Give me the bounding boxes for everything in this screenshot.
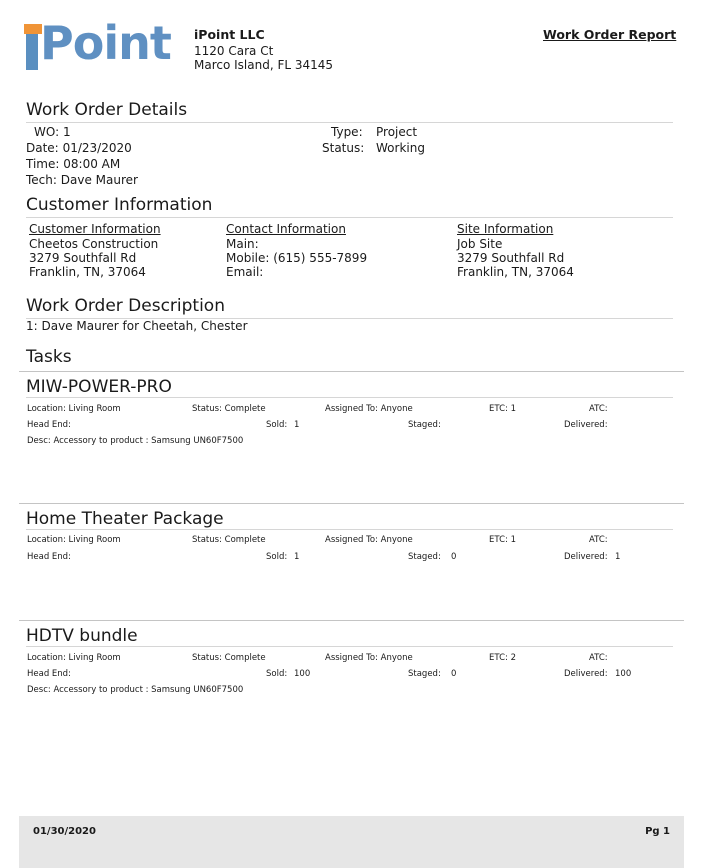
footer-date: 01/30/2020 — [33, 826, 96, 837]
footer-page-number: Pg 1 — [645, 826, 670, 837]
task-head-end: Head End: — [27, 669, 71, 679]
task-location: Location: Living Room — [27, 535, 121, 545]
task-sold-label: Sold: — [266, 420, 288, 430]
task-sold-label: Sold: — [266, 552, 288, 562]
contact-mobile: Mobile: (615) 555-7899 — [226, 251, 368, 265]
customer-info-header: Customer Information — [29, 222, 161, 236]
company-address-line2: Marco Island, FL 34145 — [194, 58, 334, 72]
wo-date: Date: 01/23/2020 — [26, 141, 132, 155]
task-staged-value: 0 — [451, 669, 457, 679]
logo-text: Point — [40, 16, 171, 70]
task-staged-label: Staged: — [408, 420, 441, 430]
contact-email: Email: — [226, 265, 264, 279]
company-address-line1: 1120 Cara Ct — [194, 44, 274, 58]
wo-time: Time: 08:00 AM — [26, 157, 121, 171]
divider — [19, 371, 684, 372]
company-logo — [24, 16, 171, 74]
task-assigned: Assigned To: Anyone — [325, 653, 413, 663]
divider — [19, 503, 684, 504]
task-atc: ATC: — [589, 404, 608, 414]
task-location: Location: Living Room — [27, 404, 121, 414]
wo-status-label: Status: — [322, 141, 365, 155]
customer-information-heading: Customer Information — [26, 195, 213, 215]
task-head-end: Head End: — [27, 552, 71, 562]
task-name: MIW-POWER-PRO — [26, 377, 172, 397]
tasks-heading: Tasks — [26, 347, 72, 367]
customer-city: Franklin, TN, 37064 — [29, 265, 146, 279]
task-delivered-label: Delivered: — [564, 420, 608, 430]
task-delivered-label: Delivered: — [564, 669, 608, 679]
divider — [26, 397, 673, 398]
task-sold-value: 100 — [294, 669, 311, 679]
task-staged-value: 0 — [451, 552, 457, 562]
task-delivered-label: Delivered: — [564, 552, 608, 562]
task-etc: ETC: 2 — [489, 653, 516, 663]
description-heading: Work Order Description — [26, 296, 225, 316]
task-name: Home Theater Package — [26, 509, 224, 529]
wo-number: WO: 1 — [34, 125, 71, 139]
divider — [26, 529, 673, 530]
task-location: Location: Living Room — [27, 653, 121, 663]
task-staged-label: Staged: — [408, 669, 441, 679]
task-delivered-value: 1 — [615, 552, 621, 562]
task-staged-label: Staged: — [408, 552, 441, 562]
wo-type-value: Project — [376, 125, 418, 139]
task-sold-label: Sold: — [266, 669, 288, 679]
divider — [19, 620, 684, 621]
site-info-header: Site Information — [457, 222, 554, 236]
task-atc: ATC: — [589, 535, 608, 545]
divider — [26, 217, 673, 218]
contact-info-header: Contact Information — [226, 222, 346, 236]
wo-tech: Tech: Dave Maurer — [26, 173, 138, 187]
company-name: iPoint LLC — [194, 27, 265, 42]
task-desc: Desc: Accessory to product : Samsung UN60F7500 — [27, 685, 244, 695]
task-status: Status: Complete — [192, 404, 266, 414]
task-atc: ATC: — [589, 653, 608, 663]
description-text: 1: Dave Maurer for Cheetah, Chester — [26, 319, 248, 333]
task-delivered-value: 100 — [615, 669, 632, 679]
task-desc: Desc: Accessory to product : Samsung UN60F7500 — [27, 436, 244, 446]
work-order-details-heading: Work Order Details — [26, 100, 188, 120]
task-etc: ETC: 1 — [489, 404, 516, 414]
task-assigned: Assigned To: Anyone — [325, 404, 413, 414]
report-title: Work Order Report — [543, 27, 677, 42]
wo-status-value: Working — [376, 141, 425, 155]
site-name: Job Site — [457, 237, 503, 251]
site-city: Franklin, TN, 37064 — [457, 265, 574, 279]
task-status: Status: Complete — [192, 653, 266, 663]
task-name: HDTV bundle — [26, 626, 138, 646]
task-head-end: Head End: — [27, 420, 71, 430]
site-street: 3279 Southfall Rd — [457, 251, 565, 265]
page-footer — [19, 816, 684, 868]
task-sold-value: 1 — [294, 420, 300, 430]
wo-type-label: Type: — [331, 125, 363, 139]
task-etc: ETC: 1 — [489, 535, 516, 545]
contact-main: Main: — [226, 237, 259, 251]
task-assigned: Assigned To: Anyone — [325, 535, 413, 545]
task-status: Status: Complete — [192, 535, 266, 545]
divider — [26, 122, 673, 123]
task-sold-value: 1 — [294, 552, 300, 562]
divider — [26, 646, 673, 647]
customer-name: Cheetos Construction — [29, 237, 159, 251]
customer-street: 3279 Southfall Rd — [29, 251, 137, 265]
